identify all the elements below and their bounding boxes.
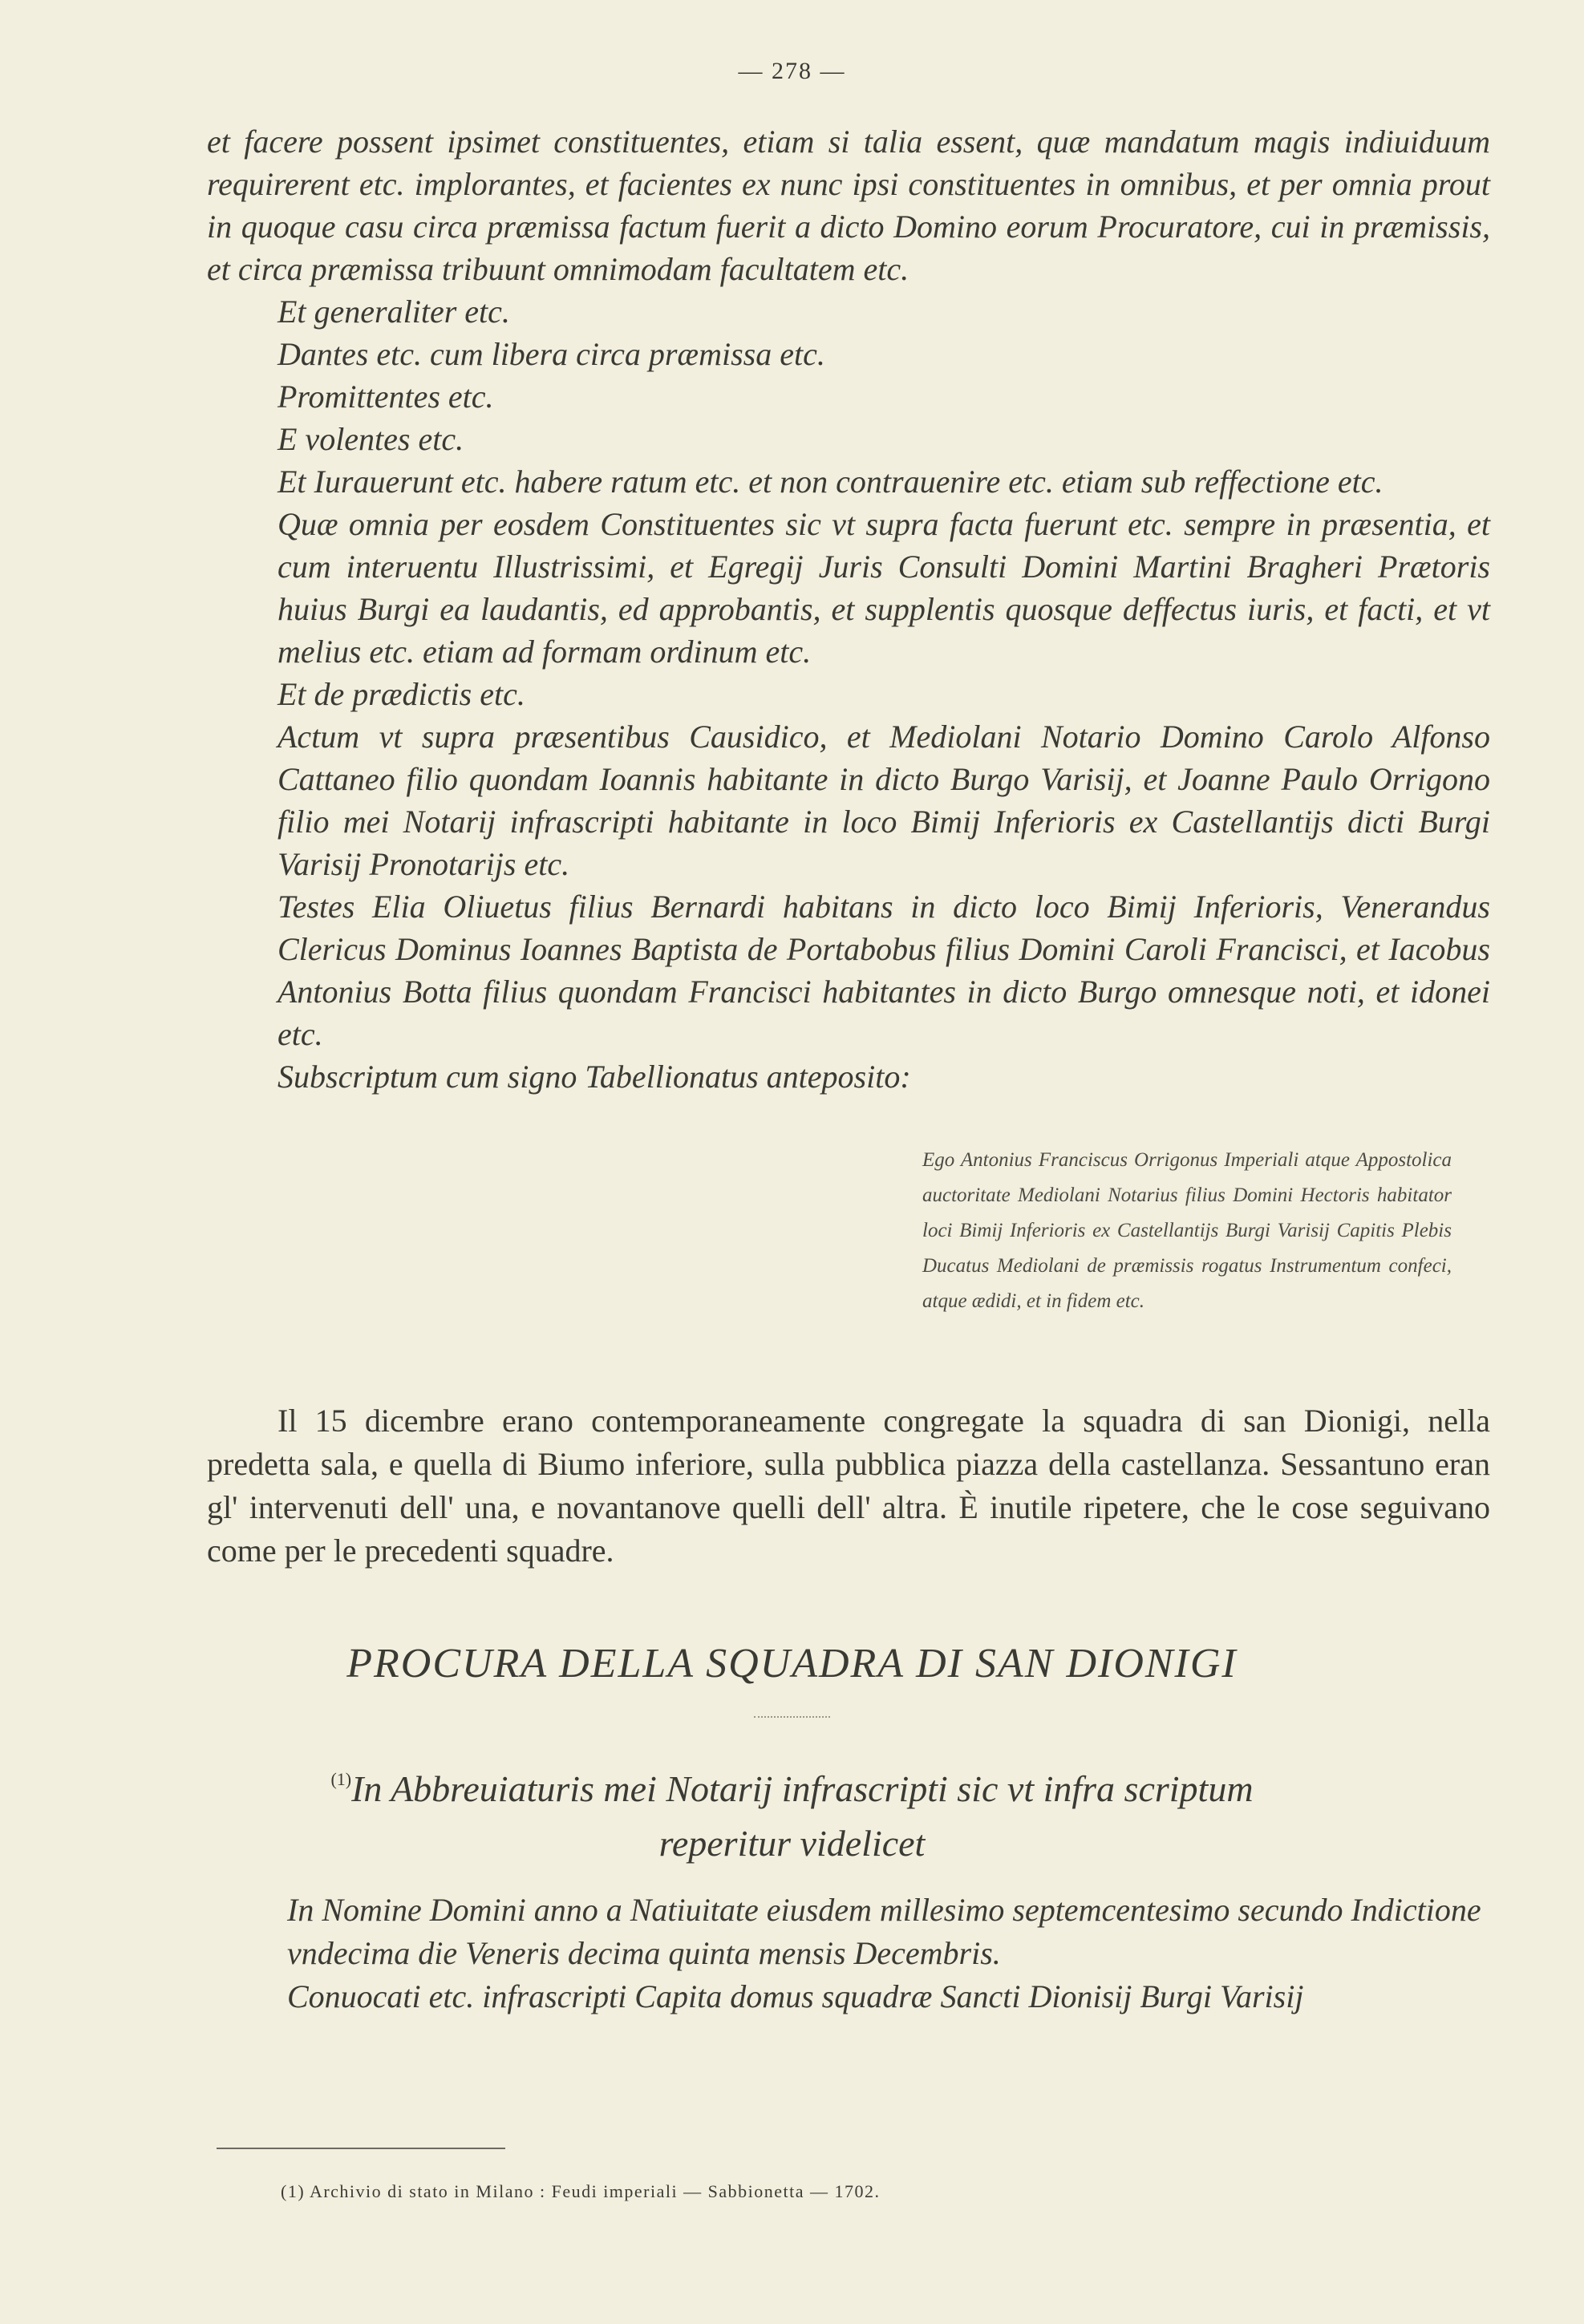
footnote-rule <box>217 2148 505 2149</box>
paragraph-iurauerunt: Et Iurauerunt etc. habere ratum etc. et non contrauenire etc. etiam sub reffectione etc. <box>278 464 1383 500</box>
paragraph-generaliter: Et generaliter etc. <box>278 294 510 330</box>
subheading-line-1: In Abbreuiaturis mei Notarij infrascripti sic vt infra scriptum <box>351 1768 1254 1809</box>
paragraph-in-nomine: In Nomine Domini anno a Natiuitate eiusdem millesimo septemcentesimo secundo Indictione vndecima die Veneris decima quinta mensis Decembris. <box>287 1892 1481 1971</box>
page-number: — 278 — <box>738 58 846 84</box>
paragraph-quae-omnia: Quæ omnia per eosdem Constituentes sic vt supra facta fuerunt etc. sempre in præsentia, et cum interuentu Illustrissimi, et Egregij Juris Consulti Domini Martini Bragheri Prætoris huius Burgi ea laudantis, ed approbantis, et supplentis quosque deffectus iuris, et facti, et vt melius etc. etiam ad formam ordinum etc. <box>278 506 1490 670</box>
footnote-marker: (1) <box>330 1769 352 1789</box>
paragraph-constituentes: et facere possent ipsimet constituentes, etiam si talia essent, quæ mandatum magis indiuiduum requirerent etc. implorantes, et facientes ex nunc ipsi constituentes in omnibus, et per omnia prout in quoque casu circa præmissa factum fuerit a dicto Domino eorum Procuratore, cui in præmissis, et circa præmissa tribuunt omnimodam facultatem etc. <box>207 123 1490 287</box>
paragraph-conuocati: Conuocati etc. infrascripti Capita domus squadræ Sancti Dionisij Burgi Varisij <box>287 1978 1304 2014</box>
subheading-line-2: reperitur videlicet <box>658 1823 926 1864</box>
subheading <box>0 1752 1584 1871</box>
procura-text-block <box>217 1889 1500 2018</box>
latin-text-block <box>207 120 1490 1098</box>
paragraph-subscriptum: Subscriptum cum signo Tabellionatus anteposito: <box>278 1059 911 1095</box>
section-heading: PROCURA DELLA SQUADRA DI SAN DIONIGI <box>346 1641 1238 1686</box>
notary-signature: Ego Antonius Franciscus Orrigonus Imperiali atque Appostolica auctoritate Mediolani Notarius filius Domini Hectoris habitator loci Bimij Inferioris ex Castellantijs Burgi Varisij Capitis Plebis Ducatus Mediolani de præmissis rogatus Instrumentum confeci, atque ædidi, et in fidem etc. <box>922 1149 1452 1312</box>
paragraph-promittentes: Promittentes etc. <box>278 379 494 415</box>
paragraph-15-dicembre: Il 15 dicembre erano contemporaneamente congregate la squadra di san Dionigi, nella predetta sala, e quella di Biumo inferiore, sulla pubblica piazza della castellanza. Sessantuno eran gl' intervenuti dell' una, e novantanove quelli dell' altra. È inutile ripetere, che le cose seguivano come per le precedenti squadre. <box>207 1403 1490 1569</box>
paragraph-actum: Actum vt supra præsentibus Causidico, et Mediolani Notario Domino Carolo Alfonso Cattaneo filio quondam Ioannis habitante in dicto Burgo Varisij, et Joanne Paulo Orrigono filio mei Notarij infrascripti habitante in loco Bimij Inferioris ex Castellantijs dicti Burgi Varisij Pronotarijs etc. <box>278 719 1490 882</box>
paragraph-testes: Testes Elia Oliuetus filius Bernardi habitans in dicto loco Bimij Inferioris, Venerandus Clericus Dominus Ioannes Baptista de Portabobus filius Domini Caroli Francisci, et Iacobus Antonius Botta filius quondam Francisci habitantes in dicto Burgo omnesque noti, et idonei etc. <box>278 889 1490 1052</box>
paragraph-de-praedictis: Et de prædictis etc. <box>278 676 525 712</box>
paragraph-volentes: E volentes etc. <box>278 421 464 457</box>
paragraph-dantes: Dantes etc. cum libera circa præmissa etc. <box>278 336 825 372</box>
italian-text-block <box>207 1399 1490 1573</box>
footnote: (1) Archivio di stato in Milano : Feudi imperiali — Sabbionetta — 1702. <box>281 2181 881 2201</box>
decorative-divider <box>754 1716 830 1718</box>
